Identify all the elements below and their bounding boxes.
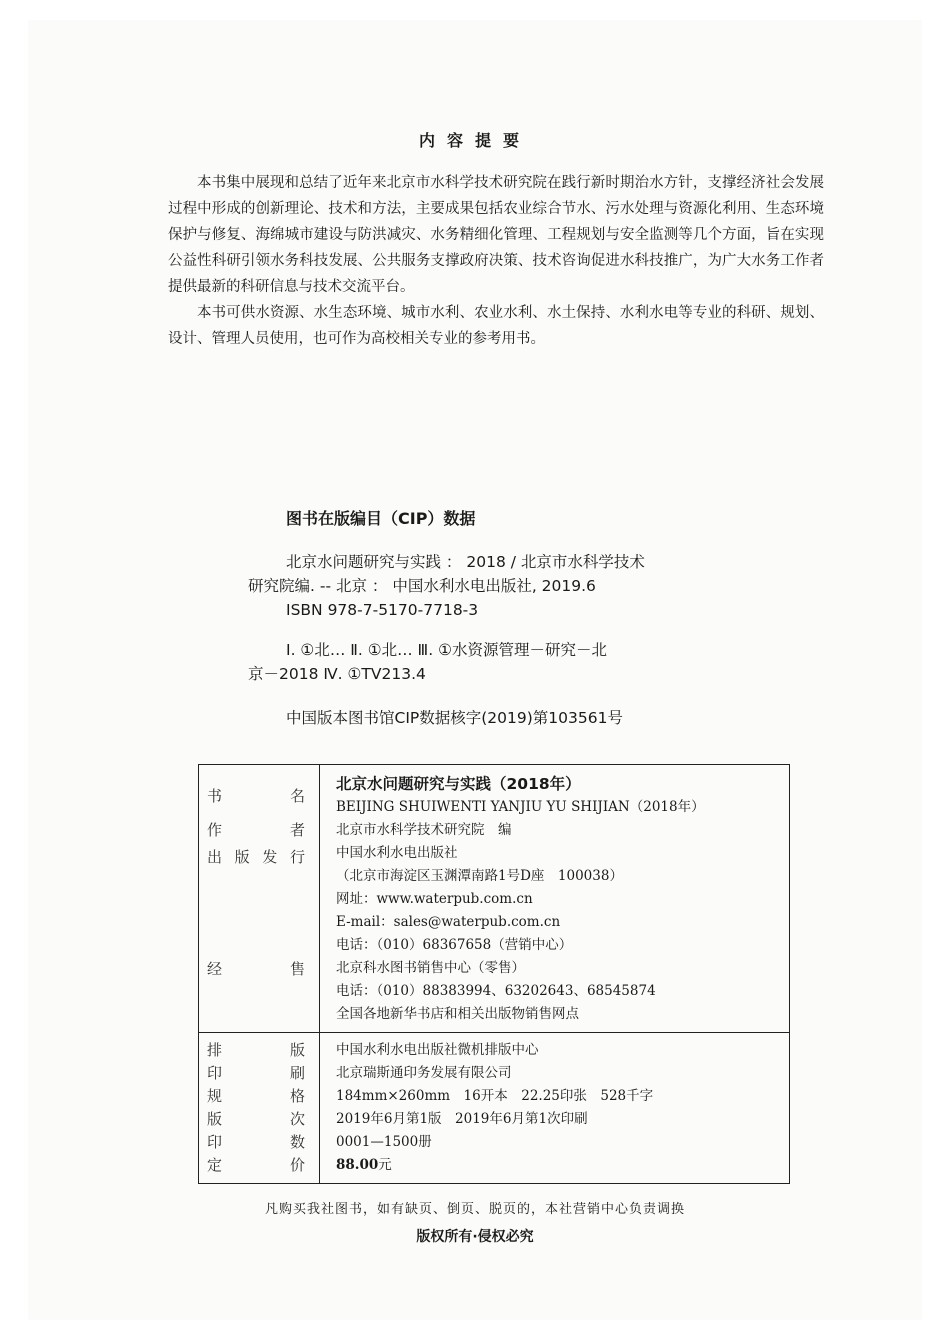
cip-entry-line: 北京水问题研究与实践 ： 2018 / 北京市水科学技术 [286, 553, 645, 571]
cip-entry-line: 研究院编. -- 北京 ： 中国水利水电出版社, 2019.6 [248, 577, 596, 595]
cip-title: 图书在版编目（CIP）数据 [286, 509, 476, 528]
cip-classification [248, 638, 788, 686]
publisher-phone: 电话：（010）68367658（营销中心） [336, 937, 573, 953]
cip-isbn: ISBN 978-7-5170-7718-3 [286, 601, 479, 619]
label-typeset: 排 版 [207, 1041, 305, 1059]
label-edition: 版 次 [207, 1110, 305, 1128]
book-name: 北京水问题研究与实践（2018年） [336, 775, 581, 793]
label-column [199, 765, 320, 1033]
publication-info-table [198, 764, 790, 1184]
label-author: 作 者 [207, 821, 305, 839]
publisher-address: （北京市海淀区玉渊潭南路1号D座 100038） [336, 868, 623, 884]
summary-paragraph: 本书可供水资源、水生态环境、城市水利、农业水利、水土保持、水利水电等专业的科研、规划、设计、管理人员使用，也可作为高校相关专业的参考用书。 [168, 305, 824, 347]
book-name-pinyin: BEIJING SHUIWENTI YANJIU YU SHIJIAN（2018年） [336, 799, 705, 815]
spec-value: 184mm×260mm 16开本 22.25印张 528千字 [336, 1088, 654, 1104]
value-column [320, 1033, 790, 1184]
summary-paragraph: 本书集中展现和总结了近年来北京市水科学技术研究院在践行新时期治水方针，支撑经济社会发展过程中形成的创新理论、技术和方法，主要成果包括农业综合节水、污水处理与资源化利用、生态环境保护与修复、海绵城市建设与防洪减灾、水务精细化管理、工程规划与安全监测等几个方面，旨在实现公益性科研引领水务科技发展、公共服务支撑政府决策、技术咨询促进水科技推广，为广大水务工作者提供最新的科研信息与技术交流平台。 [168, 175, 824, 295]
cip-class-line: Ⅰ. ①北… Ⅱ. ①北… Ⅲ. ①水资源管理－研究－北 [286, 641, 607, 659]
author-value: 北京市水科学技术研究院 编 [336, 822, 512, 838]
distributor-value: 北京科水图书销售中心（零售） [336, 960, 525, 976]
edition-value: 2019年6月第1版 2019年6月第1次印刷 [336, 1111, 588, 1127]
copies-value: 0001—1500册 [336, 1134, 432, 1150]
typeset-value: 中国水利水电出版社微机排版中心 [336, 1042, 539, 1058]
label-print: 印 刷 [207, 1064, 305, 1082]
copyright-notice: 版权所有·侵权必究 [416, 1229, 534, 1245]
cip-record-number: 中国版本图书馆CIP数据核字(2019)第103561号 [286, 709, 623, 727]
label-spec: 规 格 [207, 1087, 305, 1105]
label-price: 定 价 [207, 1156, 305, 1174]
cip-class-line: 京－2018 Ⅳ. ①TV213.4 [248, 665, 426, 683]
label-distributor: 经 售 [207, 960, 305, 978]
publisher-website: 网址：www.waterpub.com.cn [336, 891, 533, 907]
distributor-network: 全国各地新华书店和相关出版物销售网点 [336, 1006, 579, 1022]
price-unit: 元 [378, 1157, 392, 1173]
cip-record [248, 706, 788, 730]
summary-title: 内容提要 [418, 131, 531, 150]
replacement-note: 凡购买我社图书，如有缺页、倒页、脱页的，本社营销中心负责调换 [264, 1202, 685, 1217]
label-column [199, 1033, 320, 1184]
label-book-name: 书 名 [207, 787, 305, 805]
label-publisher: 出 版 发 行 [207, 848, 305, 866]
label-copies: 印 数 [207, 1133, 305, 1151]
distributor-phone: 电话：（010）88383994、63202643、68545874 [336, 983, 656, 999]
cip-entry [248, 550, 788, 622]
value-column [320, 765, 790, 1033]
publisher-email: E-mail：sales@waterpub.com.cn [336, 914, 561, 930]
publisher-value: 中国水利水电出版社 [336, 845, 458, 861]
price-number: 88.00 [336, 1157, 379, 1173]
price-value [336, 1154, 789, 1177]
print-value: 北京瑞斯通印务发展有限公司 [336, 1065, 512, 1081]
summary-body [168, 170, 824, 352]
